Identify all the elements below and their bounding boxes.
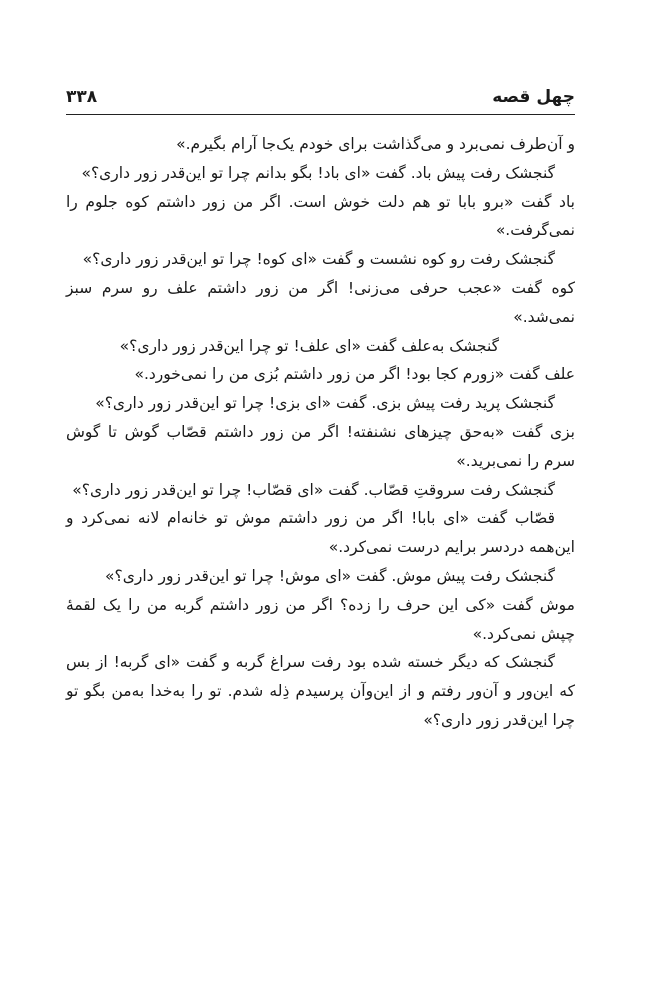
paragraph: گنجشک پرید رفت پیش بزی. گفت «ای بزی! چرا تو این‌قدر زور داری؟» xyxy=(95,394,555,413)
paragraph: کوه گفت «عجب حرفی می‌زنی! اگر من زور داشتم علف رو سرم سبز نمی‌شد.» xyxy=(66,278,575,326)
page-header xyxy=(66,86,575,110)
paragraph: گنجشک رفت سروقتِ قصّاب. گفت «ای قصّاب! چرا تو این‌قدر زور داری؟» xyxy=(72,480,555,499)
paragraph: قصّاب گفت «ای بابا! اگر من زور داشتم موش تو خانه‌ام لانه نمی‌کرد و این‌همه دردسر برایم درست نمی‌کرد.» xyxy=(66,509,575,557)
paragraph: باد گفت «برو بابا تو هم دلت خوش است. اگر من زور داشتم کوه جلوم را نمی‌گرفت.» xyxy=(66,192,575,240)
paragraph: موش گفت «کی این حرف را زده؟ اگر من زور داشتم گربه من را یک لقمهٔ چپش نمی‌کرد.» xyxy=(66,595,575,643)
paragraph: گنجشک رفت رو کوه نشست و گفت «ای کوه! چرا تو این‌قدر زور داری؟» xyxy=(82,250,555,269)
body-text xyxy=(66,130,575,735)
paragraph: گنجشک که دیگر خسته شده بود رفت سراغ گربه و گفت «ای گربه! از بس که این‌ور و آن‌ور رفتم و از این‌وآن پرسیدم ذِله شدم. تو را به‌خدا به‌من بگو تو چرا این‌قدر زور داری؟» xyxy=(66,653,575,729)
paragraph: علف گفت «زورم کجا بود! اگر من زور داشتم بُزی من را نمی‌خورد.» xyxy=(134,365,575,384)
header-rule xyxy=(66,114,575,115)
paragraph: بزی گفت «به‌حق چیزهای نشنفته! اگر من زور داشتم قصّاب گوش تا گوش سرم را نمی‌برید.» xyxy=(66,422,575,470)
paragraph: گنجشک رفت پیش باد. گفت «ای باد! بگو بدانم چرا تو این‌قدر زور داری؟» xyxy=(81,163,555,182)
paragraph: و آن‌طرف نمی‌برد و می‌گذاشت برای خودم یک‌جا آرام بگیرم.» xyxy=(176,135,575,153)
page-number: ۳۳۸ xyxy=(66,87,98,107)
paragraph: گنجشک رفت پیش موش. گفت «ای موش! چرا تو این‌قدر زور داری؟» xyxy=(105,566,555,585)
paragraph: گنجشک به‌علف گفت «ای علف! تو چرا این‌قدر زور داری؟» xyxy=(119,336,499,355)
running-title: چهل قصه xyxy=(492,87,575,107)
